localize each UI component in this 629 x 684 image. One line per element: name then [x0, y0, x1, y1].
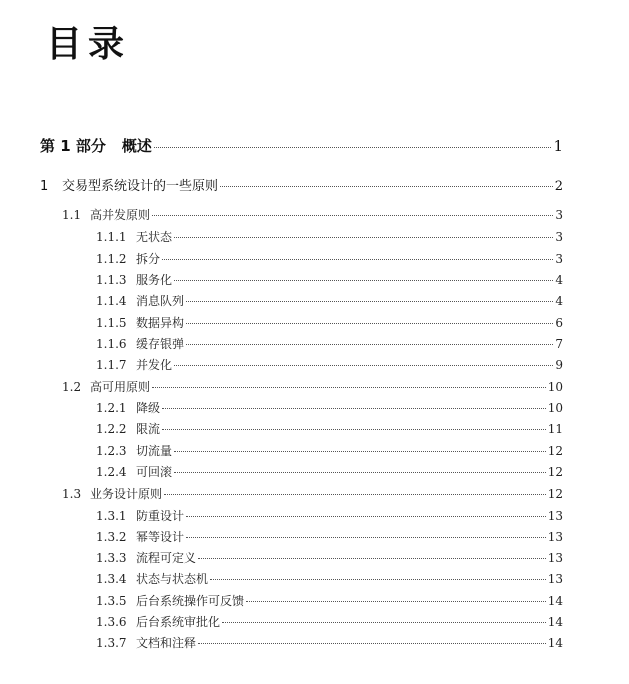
entry-page: 6 — [555, 316, 563, 330]
entry-number: 1.2.1 — [96, 401, 127, 415]
dot-leader — [186, 301, 553, 302]
entry-page: 7 — [555, 337, 563, 351]
dot-leader — [164, 494, 546, 495]
dot-leader — [162, 429, 546, 430]
toc-entry-1-1-5[interactable] — [96, 314, 563, 331]
toc-entry-part-1[interactable] — [40, 135, 563, 156]
dot-leader — [162, 259, 553, 260]
entry-page: 14 — [547, 615, 563, 629]
dot-leader — [174, 472, 546, 473]
toc-entry-1-1-6[interactable] — [96, 335, 563, 352]
entry-label: 业务设计原则 — [90, 487, 163, 501]
entry-label: 限流 — [136, 422, 161, 436]
dot-leader — [222, 622, 546, 623]
entry-page: 10 — [547, 401, 563, 415]
entry-page: 10 — [547, 380, 563, 394]
entry-label: 缓存银弹 — [136, 337, 185, 351]
entry-page: 13 — [547, 572, 563, 586]
entry-number: 1.1 — [62, 208, 82, 222]
entry-label: 服务化 — [136, 273, 173, 287]
toc-entry-1-3-6[interactable] — [96, 613, 563, 630]
entry-number: 1.1.2 — [96, 252, 127, 266]
dot-leader — [210, 579, 546, 580]
dot-leader — [174, 365, 553, 366]
toc-entry-1-2-2[interactable] — [96, 420, 563, 437]
entry-number: 第 1 部分 — [40, 137, 106, 155]
entry-page: 12 — [547, 465, 563, 479]
entry-number: 1.1.5 — [96, 316, 127, 330]
toc-entry-1-1-7[interactable] — [96, 356, 563, 373]
toc-entry-1-2-3[interactable] — [96, 442, 563, 459]
entry-number: 1.3.2 — [96, 530, 127, 544]
entry-number: 1.2.2 — [96, 422, 127, 436]
entry-label: 高并发原则 — [90, 208, 151, 222]
entry-page: 13 — [547, 551, 563, 565]
entry-page: 12 — [547, 444, 563, 458]
entry-number: 1.1.1 — [96, 230, 127, 244]
entry-number: 1.3.6 — [96, 615, 127, 629]
dot-leader — [186, 344, 553, 345]
entry-page: 3 — [555, 208, 563, 222]
entry-label: 交易型系统设计的一些原则 — [62, 179, 219, 194]
toc-entry-chapter-1[interactable] — [40, 175, 563, 194]
dot-leader — [162, 408, 546, 409]
entry-page: 1 — [553, 137, 563, 155]
dot-leader — [174, 451, 546, 452]
entry-number: 1.2.3 — [96, 444, 127, 458]
toc-entry-1-1-2[interactable] — [96, 250, 563, 267]
entry-label: 拆分 — [136, 252, 161, 266]
toc-entry-1-2-4[interactable] — [96, 463, 563, 480]
entry-number: 1.3.1 — [96, 509, 127, 523]
entry-label: 消息队列 — [136, 294, 185, 308]
entry-number: 1.1.6 — [96, 337, 127, 351]
dot-leader — [154, 147, 552, 148]
toc-entry-1-3-7[interactable] — [96, 634, 563, 651]
entry-label: 防重设计 — [136, 509, 185, 523]
dot-leader — [152, 215, 553, 216]
toc-entry-1-1-1[interactable] — [96, 228, 563, 245]
entry-label: 并发化 — [136, 358, 173, 372]
entry-number: 1.3 — [62, 487, 82, 501]
entry-label: 文档和注释 — [136, 636, 197, 650]
entry-number: 1.2.4 — [96, 465, 127, 479]
toc-entry-1-3-4[interactable] — [96, 570, 563, 587]
dot-leader — [220, 186, 553, 187]
toc-entry-1-1-3[interactable] — [96, 271, 563, 288]
entry-page: 2 — [554, 179, 563, 194]
toc-entry-1-2[interactable] — [62, 378, 563, 395]
dot-leader — [174, 280, 553, 281]
entry-page: 3 — [555, 252, 563, 266]
entry-label: 高可用原则 — [90, 380, 151, 394]
entry-page: 11 — [547, 422, 563, 436]
dot-leader — [246, 601, 546, 602]
dot-leader — [198, 558, 546, 559]
toc-entry-1-3[interactable] — [62, 485, 563, 502]
entry-label: 后台系统审批化 — [136, 615, 221, 629]
entry-page: 4 — [555, 273, 563, 287]
entry-label: 切流量 — [136, 444, 173, 458]
entry-page: 13 — [547, 509, 563, 523]
dot-leader — [174, 237, 553, 238]
entry-number: 1.1.4 — [96, 294, 127, 308]
entry-label: 后台系统操作可反馈 — [136, 594, 245, 608]
entry-label: 降级 — [136, 401, 161, 415]
entry-label: 幂等设计 — [136, 530, 185, 544]
toc-entry-1-1[interactable] — [62, 206, 563, 223]
entry-number: 1.3.3 — [96, 551, 127, 565]
toc-entry-1-1-4[interactable] — [96, 292, 563, 309]
dot-leader — [186, 516, 546, 517]
dot-leader — [198, 643, 546, 644]
entry-page: 12 — [547, 487, 563, 501]
entry-page: 14 — [547, 636, 563, 650]
toc-title: 目录 — [46, 24, 131, 65]
entry-page: 9 — [555, 358, 563, 372]
dot-leader — [152, 387, 546, 388]
dot-leader — [186, 323, 553, 324]
entry-number: 1 — [40, 179, 49, 194]
toc-entry-1-3-1[interactable] — [96, 507, 563, 524]
entry-number: 1.2 — [62, 380, 82, 394]
entry-page: 3 — [555, 230, 563, 244]
entry-page: 4 — [555, 294, 563, 308]
toc-entry-1-3-3[interactable] — [96, 549, 563, 566]
entry-number: 1.3.5 — [96, 594, 127, 608]
toc-entry-1-3-5[interactable] — [96, 592, 563, 609]
entry-page: 13 — [547, 530, 563, 544]
toc-entry-1-2-1[interactable] — [96, 399, 563, 416]
entry-label: 概述 — [121, 137, 152, 155]
entry-number: 1.1.3 — [96, 273, 127, 287]
entry-page: 14 — [547, 594, 563, 608]
toc-entry-1-3-2[interactable] — [96, 528, 563, 545]
entry-label: 可回滚 — [136, 465, 173, 479]
entry-label: 无状态 — [136, 230, 173, 244]
entry-number: 1.1.7 — [96, 358, 127, 372]
entry-label: 数据异构 — [136, 316, 185, 330]
entry-label: 流程可定义 — [136, 551, 197, 565]
dot-leader — [186, 537, 546, 538]
entry-number: 1.3.7 — [96, 636, 127, 650]
entry-label: 状态与状态机 — [136, 572, 209, 586]
entry-number: 1.3.4 — [96, 572, 127, 586]
